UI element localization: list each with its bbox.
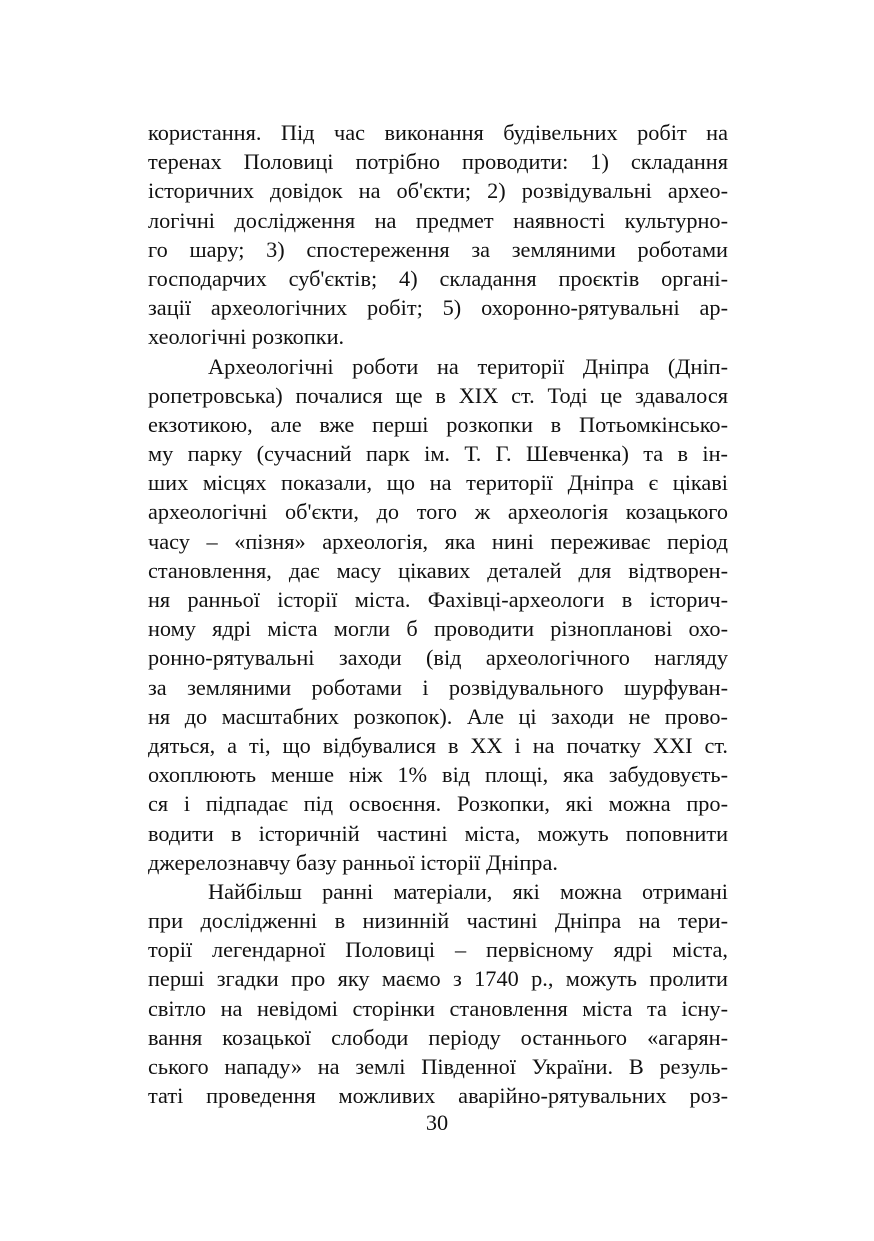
text-line: водити в історичній частині міста, можуть поповнити [148, 820, 728, 846]
text-line: таті проведення можливих аварійно-рятувальних роз- [148, 1083, 728, 1109]
text-line: ся і підпадає під освоєння. Розкопки, які можна про- [148, 791, 728, 817]
text-line: вання козацької слободи періоду останнього «агарян- [148, 1024, 728, 1050]
text-line: ня до масштабних розкопок). Але ці заходи не прово- [148, 703, 728, 729]
text-line: му парку (сучасний парк ім. Т. Г. Шевченка) та в ін- [148, 441, 728, 467]
text-line: при дослідженні в низинній частині Дніпра на тери- [148, 908, 728, 934]
text-line: хеологічні розкопки. [148, 324, 345, 350]
text-line: археологічні об'єкти, до того ж археологія козацького [148, 499, 728, 525]
text-line: теренах Половиці потрібно проводити: 1) складання [148, 149, 728, 175]
text-line: господарчих суб'єктів; 4) складання проєктів органі- [148, 265, 728, 291]
text-line: перші згадки про яку маємо з 1740 р., можуть пролити [148, 966, 728, 992]
text-line: за земляними роботами і розвідувального шурфуван- [148, 674, 728, 700]
text-line: ших місцях показали, що на території Дніпра є цікаві [148, 470, 728, 496]
text-line: Археологічні роботи на території Дніпра (Дніп- [208, 353, 728, 379]
text-line: логічні дослідження на предмет наявності культурно- [148, 207, 728, 233]
page-body [148, 118, 728, 1110]
text-line: користання. Під час виконання будівельних робіт на [148, 120, 728, 145]
text-line: ному ядрі міста могли б проводити різнопланові охо- [148, 616, 728, 642]
text-line: ронно-рятувальні заходи (від археологічного нагляду [148, 645, 728, 671]
text-line: зації археологічних робіт; 5) охоронно-рятувальні ар- [148, 295, 728, 321]
text-line: світло на невідомі сторінки становлення міста та існу- [148, 995, 728, 1021]
text-line: дяться, а ті, що відбувалися в ХХ і на початку ХХІ ст. [148, 732, 728, 758]
paragraph-3 [148, 877, 728, 1111]
text-line: го шару; 3) спостереження за земляними роботами [148, 236, 728, 262]
page-number: 30 [425, 1110, 449, 1135]
text-line: охоплюють менше ніж 1% від площі, яка забудовуєть- [148, 762, 728, 788]
text-line: торії легендарної Половиці – первісному ядрі міста, [148, 937, 728, 963]
text-line: становлення, дає масу цікавих деталей для відтворен- [148, 557, 728, 583]
text-line: часу – «пізня» археологія, яка нині переживає період [148, 528, 728, 554]
paragraph-1 [148, 118, 728, 352]
text-line: ня ранньої історії міста. Фахівці-археологи в історич- [148, 587, 728, 612]
text-line: екзотикою, але вже перші розкопки в Потьомкінсько- [148, 411, 728, 437]
text-line: джерелознавчу базу ранньої історії Дніпра. [148, 849, 558, 875]
paragraph-2 [148, 352, 728, 877]
text-line: ропетровська) почалися ще в ХІХ ст. Тоді це здавалося [148, 382, 728, 408]
text-line: Найбільш ранні матеріали, які можна отримані [208, 878, 728, 904]
text-line: ського нападу» на землі Південної України. В резуль- [148, 1054, 728, 1079]
text-line: історичних довідок на об'єкти; 2) розвідувальні архео- [148, 178, 728, 204]
